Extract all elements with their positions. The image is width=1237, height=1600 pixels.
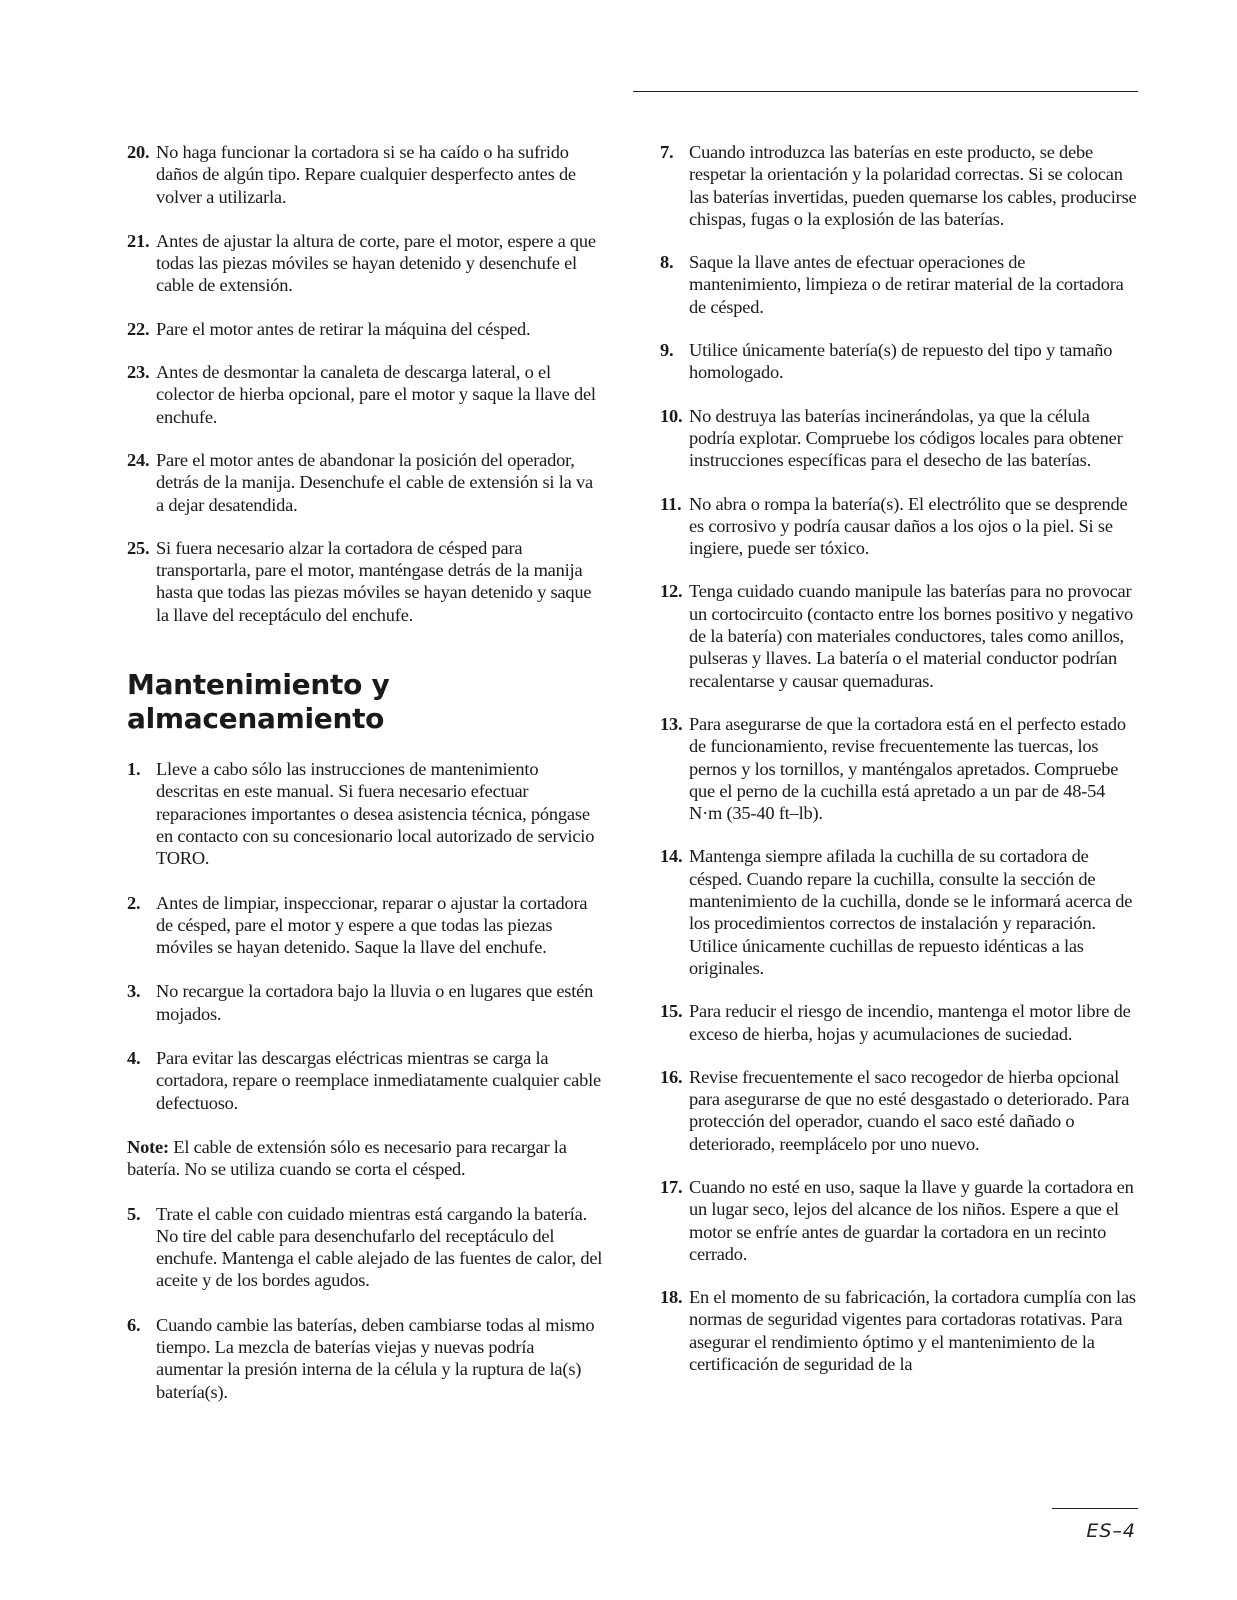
footer-rule (1052, 1508, 1138, 1509)
item-number: 25. (127, 537, 150, 558)
note-paragraph (127, 1136, 605, 1181)
note-text: El cable de extensión sólo es necesario para recargar la batería. No se utiliza cuando se corta el césped. (127, 1136, 567, 1180)
item-number: 20. (127, 142, 150, 162)
list-item (660, 493, 1138, 560)
item-number: 18. (660, 1287, 683, 1308)
item-number: 8. (660, 252, 674, 273)
maintenance-list-continued (127, 1203, 605, 1403)
item-text: Antes de limpiar, inspeccionar, reparar o ajustar la cortadora de césped, pare el motor y espere a que todas las piezas móviles se hayan detenido. Saque la llave del enchufe. (156, 892, 588, 958)
list-item (127, 449, 605, 516)
list-item (660, 251, 1138, 318)
item-text: Para asegurarse de que la cortadora está en el perfecto estado de funcionamiento, revise frecuentemente las tuercas, los pernos y los tornillos, y manténgalos apretados. Compruebe que el perno de la cuchilla está apretado a un par de 48-54 N·m (35-40 ft–lb). (689, 713, 1126, 824)
item-number: 15. (660, 1001, 683, 1022)
item-number: 3. (127, 981, 141, 1002)
item-text: No recargue la cortadora bajo la lluvia o en lugares que estén mojados. (156, 981, 594, 1024)
list-item (127, 1047, 605, 1114)
list-item (660, 845, 1138, 979)
item-number: 21. (127, 230, 150, 251)
item-number: 9. (660, 340, 674, 361)
item-text: Tenga cuidado cuando manipule las baterías para no provocar un cortocircuito (contacto entre los bornes positivo y negativo de la batería) con materiales conductores, tales como anillos, pulseras y llaves. La batería o el material conductor podrían recalentarse y causar quemaduras. (689, 581, 1133, 691)
list-item (127, 141, 605, 208)
list-item (660, 1286, 1138, 1375)
list-item (127, 537, 605, 626)
header-rule (633, 91, 1138, 92)
item-text: No abra o rompa la batería(s). El electrólito que se desprende es corrosivo y podría causar daños a los ojos o la piel. Si se ingiere, puede ser tóxico. (689, 493, 1128, 559)
list-item (660, 339, 1138, 384)
item-text: Para evitar las descargas eléctricas mientras se carga la cortadora, repare o reemplace inmediatamente cualquier cable defectuoso. (156, 1048, 601, 1113)
maintenance-list (127, 758, 605, 1114)
list-item (660, 713, 1138, 824)
list-item (127, 1203, 605, 1292)
list-item (127, 892, 605, 959)
item-number: 13. (660, 713, 683, 734)
item-number: 7. (660, 142, 674, 162)
item-text: No haga funcionar la cortadora si se ha caído o ha sufrido daños de algún tipo. Repare cualquier desperfecto antes de volver a utilizarla. (156, 142, 576, 207)
right-column (660, 141, 1138, 1375)
item-number: 10. (660, 405, 683, 426)
note-label: Note: (127, 1136, 169, 1157)
item-number: 23. (127, 362, 150, 383)
item-number: 14. (660, 846, 683, 867)
item-number: 4. (127, 1048, 141, 1069)
item-number: 5. (127, 1203, 141, 1224)
list-item (660, 1066, 1138, 1155)
item-text: Revise frecuentemente el saco recogedor de hierba opcional para asegurarse de que no esté desgastado o deteriorado. Para protección del operador, cuando el saco esté dañado o deteriorado, reemplácelo por uno nuevo. (689, 1066, 1130, 1154)
left-column (127, 141, 605, 1403)
list-item (660, 1000, 1138, 1045)
item-text: Cuando cambie las baterías, deben cambiarse todas al mismo tiempo. La mezcla de baterías viejas y nuevas podría aumentar la presión interna de la célula y la ruptura de la(s) batería(s). (156, 1314, 595, 1402)
list-item (127, 980, 605, 1025)
item-text: Utilice únicamente batería(s) de repuesto del tipo y tamaño homologado. (689, 340, 1113, 383)
list-item (127, 361, 605, 428)
item-text: Cuando introduzca las baterías en este producto, se debe respetar la orientación y la polaridad correctas. Si se colocan las baterías invertidas, pueden quemarse los cables, producirse chispas, fugas o la explosión de las baterías. (689, 142, 1137, 229)
list-item (127, 758, 605, 869)
item-number: 22. (127, 318, 150, 339)
list-item (127, 230, 605, 297)
item-text: Lleve a cabo sólo las instrucciones de mantenimiento descritas en este manual. Si fuera necesario efectuar reparaciones importantes o desea asistencia técnica, póngase en contacto con su concesionario local autorizado de servicio TORO. (156, 759, 595, 869)
item-text: No destruya las baterías incinerándolas, ya que la célula podría explotar. Compruebe los códigos locales para obtener instrucciones específicas para el desecho de las baterías. (689, 405, 1123, 471)
item-text: Pare el motor antes de retirar la máquina del césped. (156, 318, 531, 339)
item-text: Antes de ajustar la altura de corte, pare el motor, espere a que todas las piezas móviles se hayan detenido y desenchufe el cable de extensión. (156, 230, 596, 296)
item-number: 11. (660, 493, 682, 514)
item-number: 2. (127, 892, 141, 913)
page-number: ES–4 (1086, 1520, 1136, 1542)
item-number: 12. (660, 581, 683, 602)
item-text: Saque la llave antes de efectuar operaciones de mantenimiento, limpieza o de retirar material de la cortadora de césped. (689, 252, 1124, 317)
list-item (660, 141, 1138, 230)
item-text: En el momento de su fabricación, la cortadora cumplía con las normas de seguridad vigentes para cortadoras rotativas. Para asegurar el rendimiento óptimo y el mantenimiento de la certificación de seguridad de la (689, 1287, 1136, 1375)
item-number: 6. (127, 1314, 141, 1335)
list-item (660, 580, 1138, 691)
list-item (127, 318, 605, 340)
safety-list-continued (127, 141, 605, 626)
item-text: Pare el motor antes de abandonar la posición del operador, detrás de la manija. Desenchufe el cable de extensión si la va a dejar desatendida. (156, 449, 593, 515)
item-text: Si fuera necesario alzar la cortadora de césped para transportarla, pare el motor, manténgase detrás de la manija hasta que todas las piezas móviles se hayan detenido y saque la llave del receptáculo del enchufe. (156, 537, 592, 625)
list-item (660, 405, 1138, 472)
item-number: 1. (127, 759, 141, 780)
item-text: Mantenga siempre afilada la cuchilla de su cortadora de césped. Cuando repare la cuchilla, consulte la sección de mantenimiento de la cuchilla, donde se le informará acerca de los procedimientos correctos de instalación y reparación. Utilice únicamente cuchillas de repuesto idénticas a las originales. (689, 846, 1133, 978)
item-text: Trate el cable con cuidado mientras está cargando la batería. No tire del cable para desenchufarlo del receptáculo del enchufe. Mantenga el cable alejado de las fuentes de calor, del aceite y de los bordes agudos. (156, 1203, 603, 1291)
item-text: Cuando no esté en uso, saque la llave y guarde la cortadora en un lugar seco, lejos del alcance de los niños. Espere a que el motor se enfríe antes de guardar la cortadora en un recinto cerrado. (689, 1176, 1134, 1264)
list-item (127, 1314, 605, 1403)
item-number: 17. (660, 1176, 683, 1197)
section-heading: Mantenimiento y almacenamiento (127, 668, 390, 736)
item-text: Para reducir el riesgo de incendio, mantenga el motor libre de exceso de hierba, hojas y acumulaciones de suciedad. (689, 1001, 1131, 1044)
item-text: Antes de desmontar la canaleta de descarga lateral, o el colector de hierba opcional, pare el motor y saque la llave del enchufe. (156, 362, 596, 427)
item-number: 16. (660, 1066, 683, 1087)
item-number: 24. (127, 449, 150, 470)
list-item (660, 1176, 1138, 1265)
